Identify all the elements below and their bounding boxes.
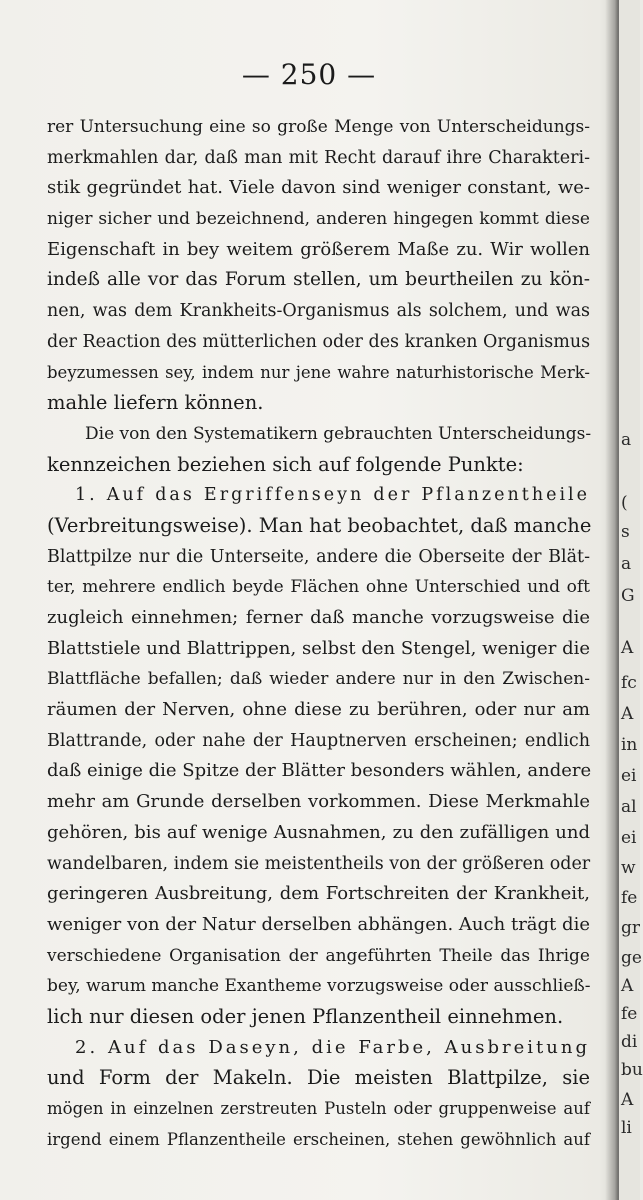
facing-page-fragment: fe [621,1004,638,1024]
text-line: geringeren Ausbreitung, dem Fortschreiten der Krankheit, [47,883,590,905]
facing-page-fragment: fc [621,673,637,693]
facing-page-fragment: A [621,976,634,996]
text-line: kennzeichen beziehen sich auf folgende Punkte: [47,452,524,476]
text-line: zugleich einnehmen; ferner daß manche vorzugsweise die [47,607,590,628]
facing-page-fragment: w [621,858,636,878]
text-line: mahle liefern können. [47,391,264,415]
text-line: der Reaction des mütterlichen oder des kranken Organismus [47,331,591,352]
text-line: wandelbaren, indem sie meistentheils von der größeren oder [47,853,591,874]
text-line: daß einige die Spitze der Blätter besonders wählen, andere [47,760,592,782]
text-line: weniger von der Natur derselben abhängen. Auch trägt die [47,913,590,935]
facing-page-fragment: a [621,430,632,450]
body-text [47,112,590,1155]
text-line: lich nur diesen oder jenen Pflanzentheil einnehmen. [47,1004,564,1028]
facing-page-fragment: G [621,586,635,606]
facing-page-fragment: ge [621,948,642,968]
facing-page-fragment: di [621,1032,638,1052]
text-line: Eigenschaft in bey weitem größerem Maße zu. Wir wollen [47,238,590,260]
page-number: — 250 — [241,58,377,91]
text-line: Blattfläche befallen; daß wieder andere nur in den Zwischen- [47,669,590,690]
facing-page-fragment: al [621,797,637,817]
facing-page-fragment: ei [621,828,637,848]
facing-page-fragment: ( [621,493,628,513]
text-line: gehören, bis auf wenige Ausnahmen, zu den zufälligen und [47,821,590,843]
text-line: verschiedene Organisation der angeführten Theile das Ihrige [47,945,590,966]
facing-page-fragment: a [621,554,632,574]
text-line: bey, warum manche Exantheme vorzugsweise oder ausschließ- [47,976,591,997]
text-line: Die von den Systematikern gebrauchten Unterscheidungs- [85,423,592,444]
facing-page-fragment: in [621,735,638,755]
text-line: räumen der Nerven, ohne diese zu berühren, oder nur am [47,699,590,721]
text-line: indeß alle vor das Forum stellen, um beurtheilen zu kön- [47,269,590,291]
text-line: niger sicher und bezeichnend, anderen hingegen kommt diese [47,209,590,230]
facing-page-fragment: A [621,638,634,658]
text-line: irgend einem Pflanzentheile erscheinen, stehen gewöhnlich auf [47,1129,590,1149]
text-line: beyzumessen sey, indem nur jene wahre naturhistorische Merk- [47,362,590,382]
section-heading-line: 1. Auf das Ergriffenseyn der Pflanzentheile [75,485,590,506]
text-line: Blattrande, oder nahe der Hauptnerven erscheinen; endlich [47,730,590,751]
facing-page-fragment: s [621,522,630,542]
text-line: mögen in einzelnen zerstreuten Pusteln oder gruppenweise auf [47,1099,590,1118]
facing-page-fragment: fe [621,888,638,908]
text-line: ter, mehrere endlich beyde Flächen ohne Unterschied und oft [47,577,590,598]
text-line: und Form der Makeln. Die meisten Blattpilze, sie [47,1066,590,1090]
facing-page-edge [619,0,643,1200]
facing-page-fragment: A [621,1090,634,1110]
facing-page-fragment: ei [621,766,637,786]
text-line: Blattpilze nur die Unterseite, andere die Oberseite der Blät- [47,546,590,567]
text-line: nen, was dem Krankheits-Organismus als solchem, und was [47,301,590,322]
facing-page-fragment: li [621,1118,632,1138]
facing-page-fragment: gr [621,918,641,938]
text-line: stik gegründet hat. Viele davon sind weniger constant, we- [47,177,590,199]
text-line: Blattstiele und Blattrippen, selbst den Stengel, weniger die [47,637,590,659]
binding-shadow [605,0,619,1200]
section-heading-line: 2. Auf das Daseyn, die Farbe, Ausbreitung [75,1036,590,1058]
text-line: merkmahlen dar, daß man mit Recht darauf ihre Charakteri- [47,147,590,168]
text-line: mehr am Grunde derselben vorkommen. Diese Merkmahle [47,791,590,813]
facing-page-fragment: bu [621,1060,643,1080]
facing-page-fragment: A [621,704,634,724]
text-line: rer Untersuchung eine so große Menge von Unterscheidungs- [47,117,590,137]
text-line: (Verbreitungsweise). Man hat beobachtet, daß manche [47,513,592,537]
